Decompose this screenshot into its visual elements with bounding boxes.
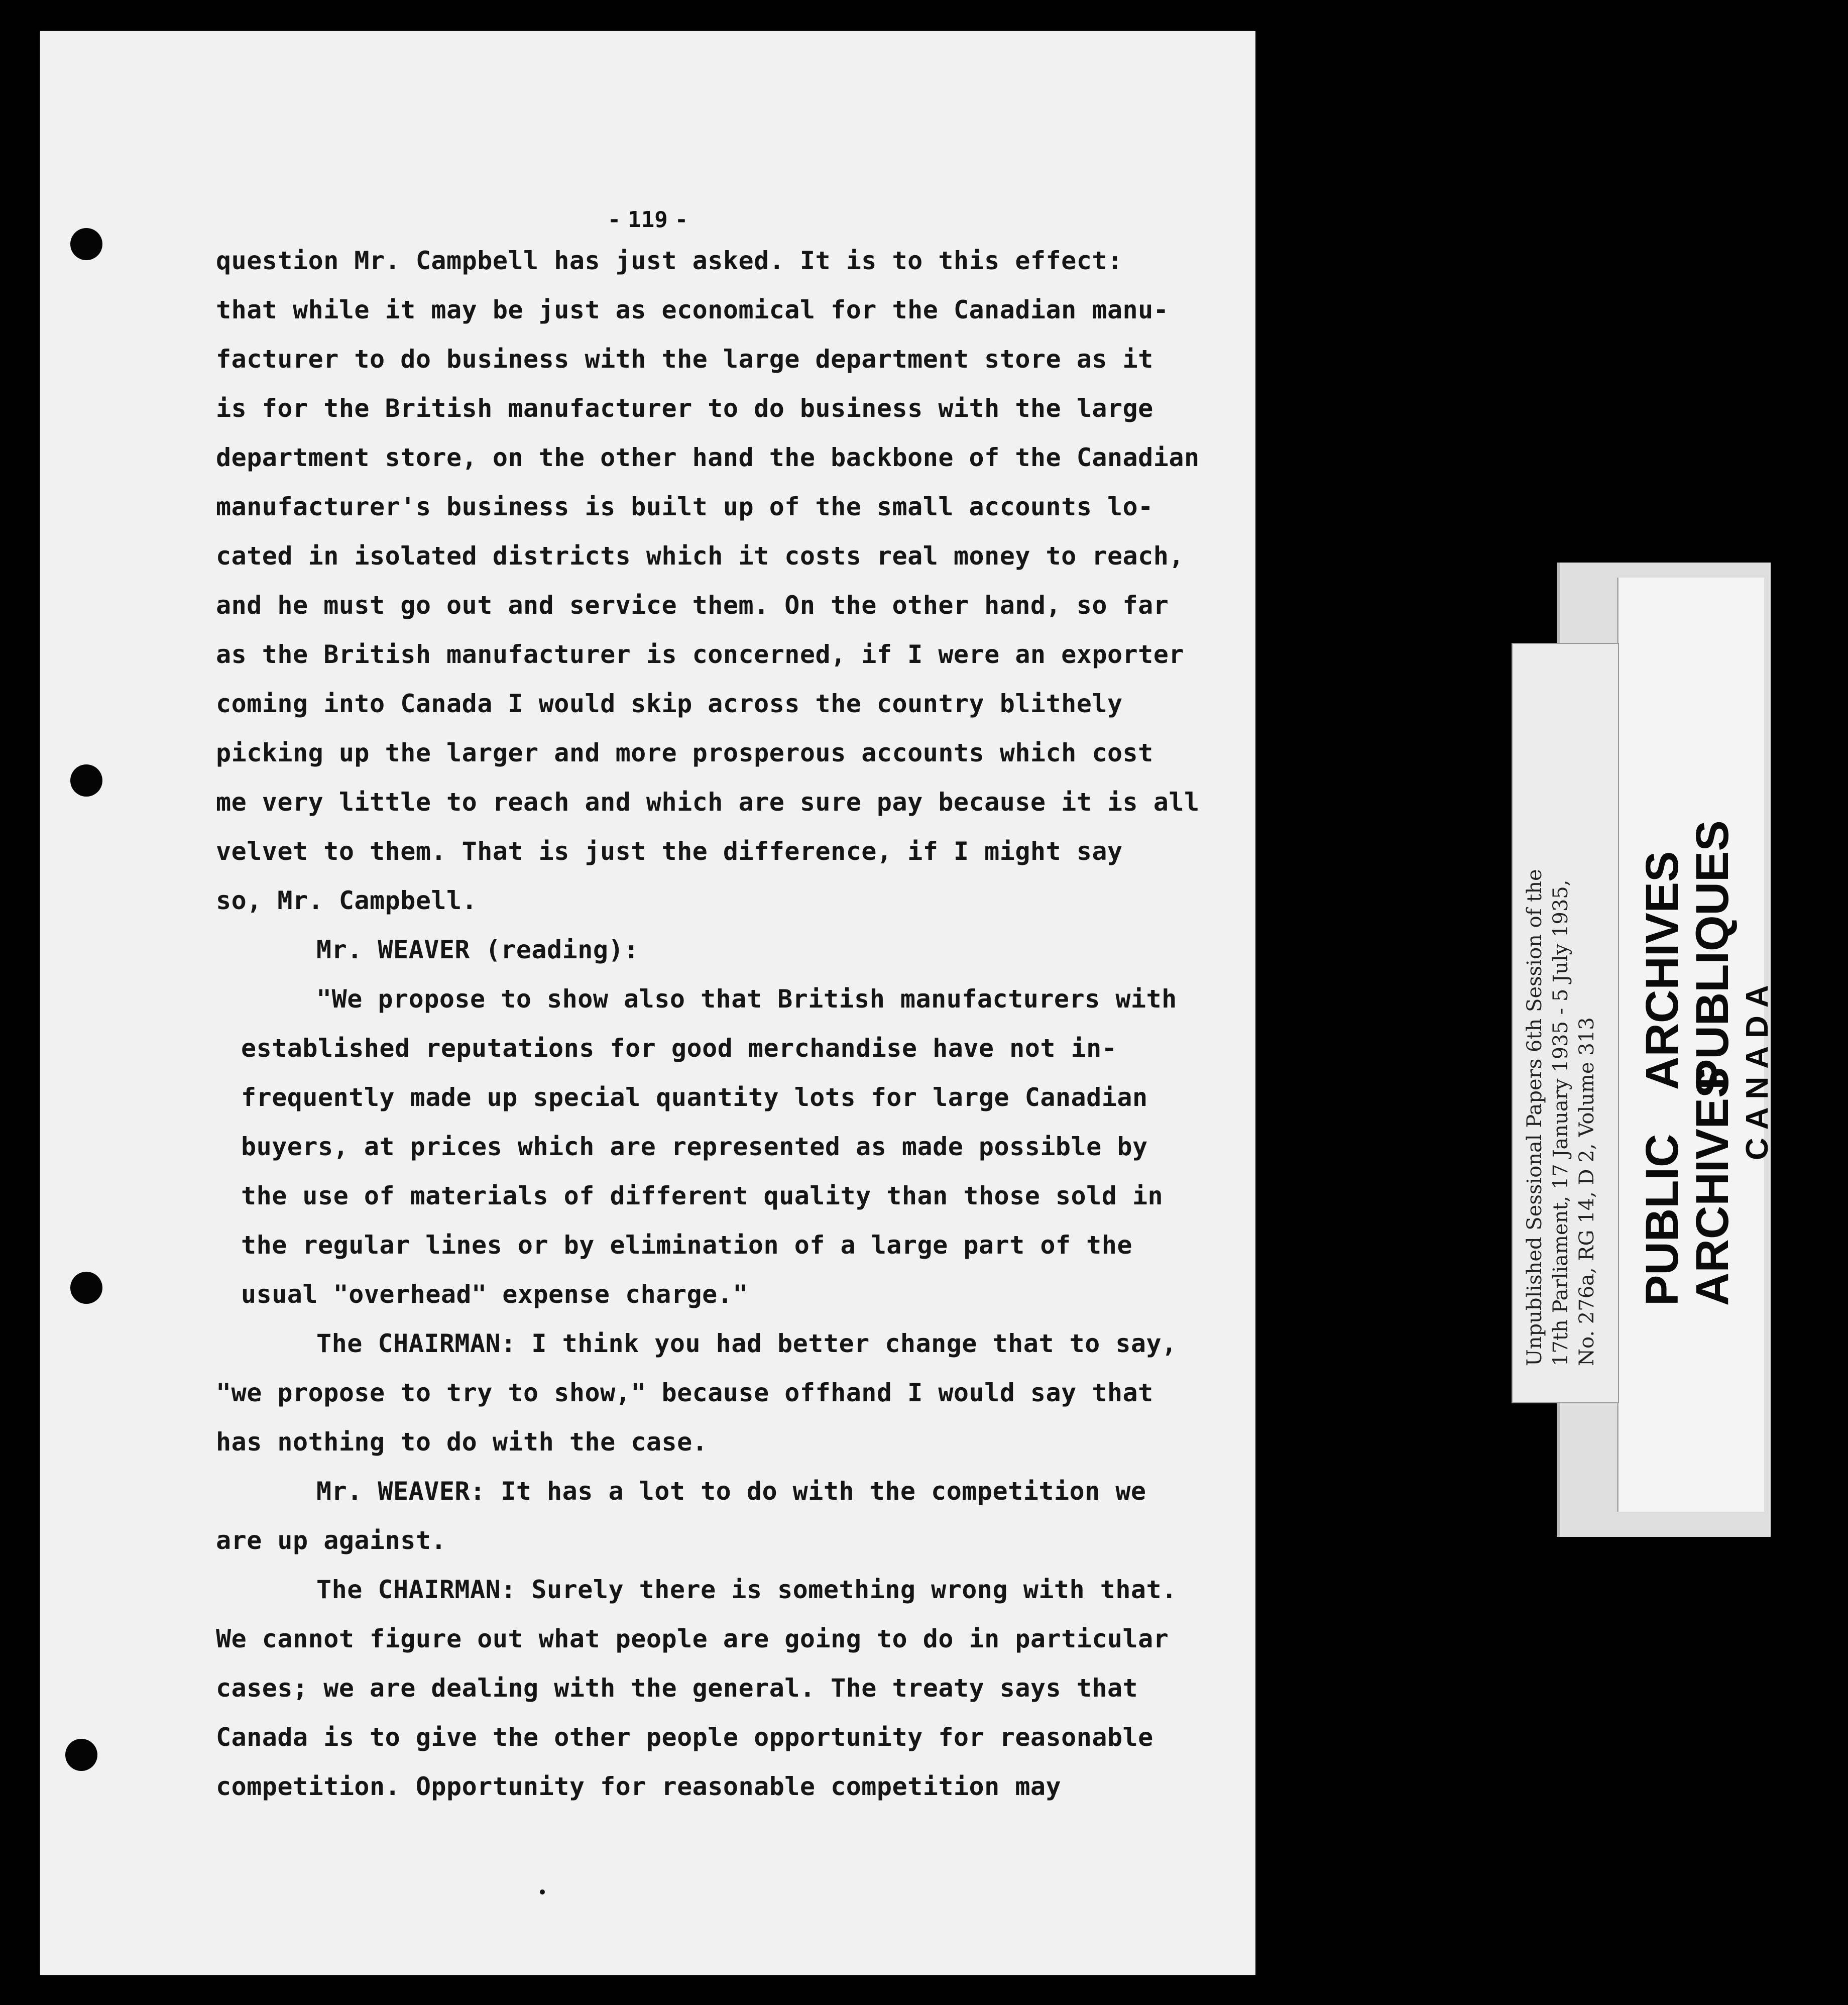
stray-mark — [540, 1889, 545, 1895]
text-line: me very little to reach and which are sure pay because it is all — [216, 788, 1200, 817]
text-line: that while it may be just as economical for the Canadian manu- — [216, 295, 1169, 324]
quote-line: "We propose to show also that British manufacturers with — [316, 984, 1177, 1014]
quote-line: frequently made up special quantity lots for large Canadian — [241, 1083, 1148, 1112]
text-line: department store, on the other hand the backbone of the Canadian — [216, 443, 1200, 472]
text-line: The CHAIRMAN: I think you had better change that to say, — [316, 1329, 1177, 1358]
text-line: facturer to do business with the large department store as it — [216, 345, 1153, 374]
caption-line: No. 276a, RG 14, D 2, Volume 313 — [1575, 1017, 1598, 1366]
punch-hole-1 — [70, 228, 102, 260]
sessional-papers-caption — [1522, 869, 1600, 1366]
punch-hole-3 — [70, 1272, 102, 1304]
quote-line: the use of materials of different quality than those sold in — [241, 1181, 1164, 1210]
text-line: coming into Canada I would skip across the country blithely — [216, 689, 1123, 718]
text-line: We cannot figure out what people are going to do in particular — [216, 1624, 1169, 1653]
text-line: cated in isolated districts which it costs real money to reach, — [216, 541, 1184, 571]
archives-french: ARCHIVESPUBLIQUES — [1687, 820, 1738, 1306]
public-archives-stamp — [1637, 820, 1778, 1306]
text-line: so, Mr. Campbell. — [216, 886, 478, 915]
punch-hole-2 — [70, 764, 102, 797]
text-line: "we propose to try to show," because offhand I would say that — [216, 1378, 1153, 1407]
text-line: is for the British manufacturer to do business with the large — [216, 394, 1153, 423]
text-line: Canada is to give the other people opportunity for reasonable — [216, 1723, 1153, 1752]
chairman-remark-1 — [216, 1319, 1220, 1467]
archives-country: CANADA — [1740, 977, 1775, 1160]
quote-line: the regular lines or by elimination of a large part of the — [241, 1231, 1132, 1260]
punch-hole-4 — [65, 1739, 97, 1771]
archives-english: PUBLICARCHIVES — [1637, 851, 1688, 1306]
quote-line: established reputations for good merchandise have not in- — [241, 1034, 1117, 1063]
text-line: picking up the larger and more prosperous accounts which cost — [216, 738, 1153, 767]
quote-line: buyers, at prices which are represented as made possible by — [241, 1132, 1148, 1161]
text-line: are up against. — [216, 1526, 447, 1555]
text-line: velvet to them. That is just the difference, if I might say — [216, 837, 1123, 866]
text-line: question Mr. Campbell has just asked. It is to this effect: — [216, 246, 1123, 275]
text-line: as the British manufacturer is concerned, if I were an exporter — [216, 640, 1184, 669]
transcript-body — [216, 236, 1220, 1811]
text-line: has nothing to do with the case. — [216, 1427, 708, 1457]
speaker-weaver-intro: Mr. WEAVER (reading): — [316, 935, 639, 964]
text-line: competition. Opportunity for reasonable competition may — [216, 1772, 1062, 1801]
quote-line: usual "overhead" expense charge." — [241, 1280, 748, 1309]
weaver-remark — [216, 1467, 1220, 1565]
text-line: manufacturer's business is built up of the small accounts lo- — [216, 492, 1153, 521]
text-line: The CHAIRMAN: Surely there is something wrong with that. — [316, 1575, 1177, 1604]
caption-line: Unpublished Sessional Papers 6th Session of the — [1523, 869, 1546, 1366]
caption-line: 17th Parliament, 17 January 1935 - 5 July 1935, — [1549, 879, 1572, 1366]
paragraph-continuation — [216, 236, 1220, 925]
quoted-passage — [216, 974, 1220, 1319]
text-line: Mr. WEAVER: It has a lot to do with the competition we — [316, 1477, 1146, 1506]
text-line: and he must go out and service them. On the other hand, so far — [216, 591, 1169, 620]
chairman-remark-2 — [216, 1565, 1220, 1811]
text-line: cases; we are dealing with the general. The treaty says that — [216, 1674, 1138, 1703]
page-number: - 119 - — [607, 207, 688, 233]
